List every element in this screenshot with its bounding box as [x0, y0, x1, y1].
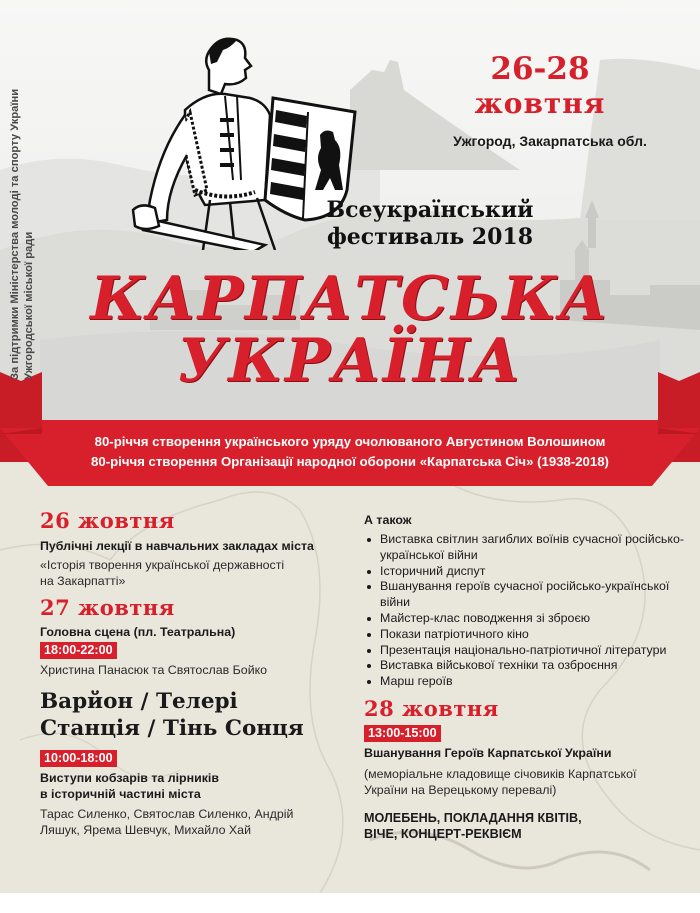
banner-line-1: 80-річчя створення українського уряду очолюваного Августином Волошином [94, 434, 606, 449]
day-28-time-badge: 13:00-15:00 [364, 725, 441, 742]
festival-subtitle [300, 197, 560, 251]
day-27-heading: 27 жовтня [40, 595, 175, 620]
festival-date-range: 26-28 [490, 51, 590, 87]
festival-subtitle-line-1: Всеукраїнський [326, 197, 534, 223]
day-28-final-line-1: МОЛЕБЕНЬ, ПОКЛАДАННЯ КВІТІВ, [364, 810, 582, 825]
festival-title-line-1: КАРПАТСЬКА [90, 264, 610, 334]
also-item: Майстер-клас поводження зі зброєю [364, 611, 684, 627]
festival-title-line-2: УКРАЇНА [177, 326, 523, 396]
day-27-bands-line-1: Варйон / Телері [40, 689, 238, 714]
also-item: Покази патріотичного кіно [364, 627, 684, 643]
day-26-event-sub-1: «Історія творення української державності [40, 558, 285, 572]
also-item: Презентація національно-патріотичної літератури [364, 643, 684, 659]
day-27-performers-2-line-2: Ляшук, Ярема Шевчук, Михайло Хай [40, 823, 251, 837]
also-item: Виставка військової техніки та озброєння [364, 658, 684, 674]
anniversary-banner-text [0, 432, 700, 472]
day-27-performers-1: Христина Панасюк та Святослав Бойко [40, 663, 268, 677]
also-list [364, 532, 684, 690]
day-28-event-title: Вшанування Героїв Карпатської України [364, 745, 612, 760]
festival-title [60, 264, 640, 396]
day-26-event-title: Публічні лекції в навчальних закладах міста [40, 539, 314, 553]
also-item: Марш героїв [364, 674, 684, 690]
day-28-event-sub-1: (меморіальне кладовище січовиків Карпатської [364, 766, 637, 781]
day-26-event-sub-2: на Закарпатті» [40, 574, 126, 588]
program-right-column [364, 512, 684, 842]
day-28-heading: 28 жовтня [364, 695, 499, 721]
sponsor-line-1: За підтримки Міністерства молоді та спорту України [9, 88, 21, 380]
also-item: Виставка світлин загиблих воїнів сучасної російсько-української війни [364, 532, 684, 564]
day-26-heading: 26 жовтня [40, 508, 175, 533]
festival-subtitle-line-2: фестиваль 2018 [326, 224, 534, 250]
day-27-time-badge-1: 18:00-22:00 [40, 642, 117, 659]
day-27-event-2-line-1: Виступи кобзарів та лірників [40, 771, 219, 785]
day-27-event-2-line-2: в історичній частині міста [40, 787, 201, 801]
festival-date-month: жовтня [474, 87, 606, 120]
also-item: Історичний диспут [364, 564, 684, 580]
festival-location: Ужгород, Закарпатська обл. [453, 133, 647, 149]
day-27-venue: Головна сцена (пл. Театральна) [40, 625, 236, 639]
sponsor-note [8, 20, 48, 380]
sponsor-line-2: Ужгородської міської ради [23, 231, 35, 380]
day-28-final-line-2: ВІЧЕ, КОНЦЕРТ-РЕКВІЄМ [364, 826, 522, 841]
day-27-bands-line-2: Станція / Тінь Сонця [40, 716, 304, 741]
day-27-performers-2-line-1: Тарас Силенко, Святослав Силенко, Андрій [40, 807, 294, 821]
also-heading: А також [364, 513, 412, 527]
program-left-column [40, 508, 350, 838]
also-item: Вшанування героїв сучасної російсько-української війни [364, 579, 684, 611]
day-28-event-sub-2: України на Верецькому перевалі) [364, 782, 557, 797]
day-27-time-badge-2: 10:00-18:00 [40, 750, 117, 767]
banner-line-2: 80-річчя створення Організації народної оборони «Карпатська Січ» (1938-2018) [91, 454, 609, 469]
